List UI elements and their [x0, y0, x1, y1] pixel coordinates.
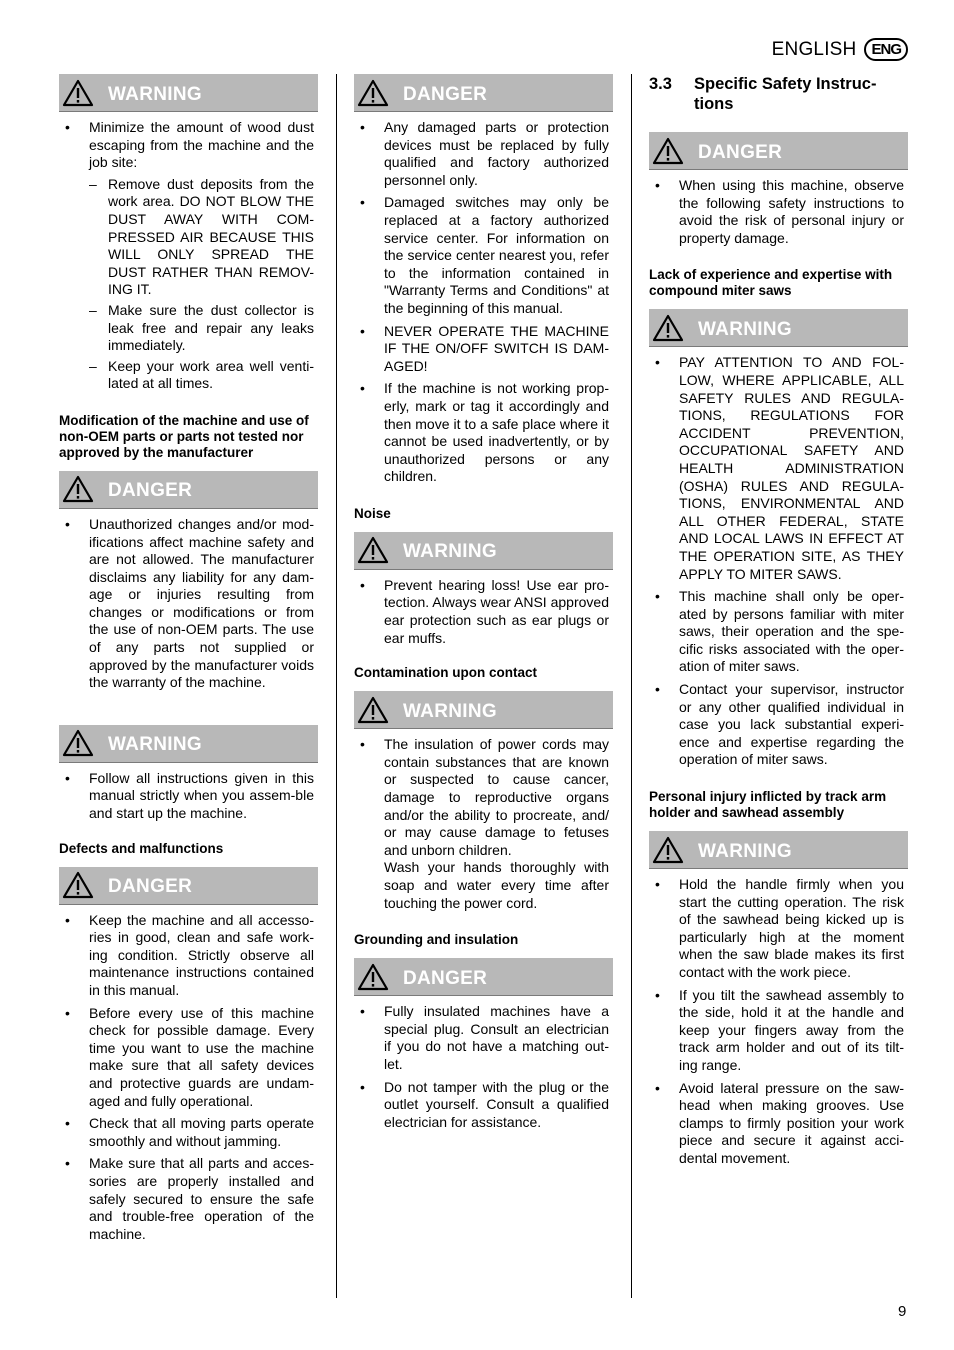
- list-item: [59, 119, 318, 393]
- bullet-list: [59, 912, 318, 1244]
- warning-triangle-icon: [357, 963, 389, 991]
- sub-list-item: – Keep your work area well venti-lated at all times.: [89, 358, 314, 393]
- language-header: [772, 38, 908, 61]
- column-divider: [336, 74, 337, 1298]
- warning-triangle-icon: [357, 79, 389, 107]
- bullet-list: [649, 354, 908, 769]
- column-2: [354, 74, 613, 1136]
- bullet-list: [59, 119, 318, 393]
- column-1: [59, 74, 318, 1248]
- list-item: • Contact your supervisor, instructor or any other qualified individual in case you lack substantial experi-ence and expertise regarding the operation of miter saws.: [649, 681, 908, 769]
- subheading: Defects and malfunctions: [59, 840, 224, 856]
- warning-triangle-icon: [652, 836, 684, 864]
- danger-banner: [649, 132, 908, 170]
- subheading: Noise: [354, 505, 391, 521]
- list-item: • If the machine is not working prop-erly, mark or tag it accordingly and then move it to a safe place where it cannot be used inadvertently, or by unauthorized persons or any children.: [354, 380, 613, 486]
- banner-title: DANGER: [403, 83, 488, 105]
- warning-triangle-icon: [62, 871, 94, 899]
- list-item: • Avoid lateral pressure on the saw-head when making grooves. Use clamps to firmly position your work piece and secure it against acci-dental movement.: [649, 1080, 908, 1168]
- list-item: • Check that all moving parts operate smoothly and without jamming.: [59, 1115, 318, 1150]
- column-divider: [631, 74, 632, 1298]
- banner-title: DANGER: [698, 141, 783, 163]
- bullet-list: [59, 770, 318, 823]
- language-label: ENGLISH: [771, 38, 857, 60]
- danger-banner: [59, 867, 318, 905]
- list-item: • PAY ATTENTION TO AND FOL-LOW, WHERE APPLICABLE, ALL SAFETY RULES AND REGULA-TIONS, REGULATIONS FOR ACCIDENT PREVENTION, OCCUPATIONAL SAFETY AND HEALTH ADMINISTRATION (OSHA) RULES AND REGULA-TIONS, ENVIRONMENTAL AND ALL OTHER FEDERAL, STATE AND LOCAL LAWS IN EFFECT AT THE OPERATION SITE, AS THEY APPLY TO MITER SAWS.: [649, 354, 908, 583]
- banner-title: WARNING: [403, 541, 497, 563]
- list-item: • Keep the machine and all accesso-ries in good, clean and safe work-ing condition. Strictly observe all maintenance instructions contained in this manual.: [59, 912, 318, 1000]
- warning-banner: [354, 532, 613, 570]
- warning-banner: [59, 74, 318, 112]
- bullet-list: [649, 876, 908, 1168]
- warning-banner: [59, 725, 318, 763]
- bullet-list: [649, 177, 908, 247]
- warning-triangle-icon: [62, 79, 94, 107]
- subheading: Personal injury inflicted by track arm holder and sawhead assembly: [649, 789, 887, 821]
- warning-banner: [649, 309, 908, 347]
- banner-title: DANGER: [108, 480, 193, 502]
- banner-title: DANGER: [403, 967, 488, 989]
- bullet-list: [59, 516, 318, 692]
- sub-list: [89, 176, 314, 393]
- section-heading: [649, 74, 908, 114]
- bullet-list: [354, 1003, 613, 1131]
- warning-triangle-icon: [652, 137, 684, 165]
- sub-list-item: – Remove dust deposits from the work area. DO NOT BLOW THE DUST AWAY WITH COM-PRESSED AIR BECAUSE THIS WILL ONLY SPREAD THE DUST RATHER THAN REMOV-ING IT.: [89, 176, 314, 299]
- banner-title: WARNING: [108, 83, 202, 105]
- list-item: • NEVER OPERATE THE MACHINE IF THE ON/OFF SWITCH IS DAM-AGED!: [354, 323, 613, 376]
- danger-banner: [59, 471, 318, 509]
- language-badge: ENG: [864, 38, 908, 61]
- list-item: • Hold the handle firmly when you start the cutting operation. The risk of the sawhead being kicked up is particularly high at the moment when the saw blade makes its first contact with the work piece.: [649, 876, 908, 982]
- page-number: 9: [898, 1303, 907, 1320]
- sub-list-item: – Make sure the dust collector is leak free and repair any leaks immediately.: [89, 302, 314, 355]
- bullet-list: [354, 736, 613, 912]
- list-item: • Do not tamper with the plug or the outlet yourself. Consult a qualified electrician for assistance.: [354, 1079, 613, 1132]
- list-item: • Fully insulated machines have a special plug. Consult an electrician if you do not have a matching out-let.: [354, 1003, 613, 1073]
- list-item: • Follow all instructions given in this manual strictly when you assem-ble and start up the machine.: [59, 770, 318, 823]
- list-item: • Damaged switches may only be replaced at a factory authorized service center. For information on the service center nearest you, refer to the information contained in "Warranty Terms and Conditions" at the beginning of this manual.: [354, 194, 613, 317]
- list-item: • Before every use of this machine check for possible damage. Every time you want to use the machine make sure that all safety devices and protective guards are undam-aged and fully operational.: [59, 1005, 318, 1111]
- list-item-text: • The insulation of power cords may contain substances that are known or suspected to cause cancer, damage to reproductive organs and/or the ability to procreate, and/ or may cause damage to fetuses and unborn children.: [384, 736, 609, 858]
- subheading: Modification of the machine and use of non-OEM parts or parts not tested nor approved by the manufacturer: [59, 412, 309, 460]
- subheading: Contamination upon contact: [354, 665, 537, 681]
- warning-triangle-icon: [357, 696, 389, 724]
- section-title: Specific Safety Instruc-tions: [694, 75, 877, 113]
- list-item: • Unauthorized changes and/or mod-ifications affect machine safety and are not allowed. The manufacturer disclaims any liability for any dam-age or injuries resulting from changes or modifications or from the use of non-OEM parts. The use of any parts not supplied or approved by the manufacturer voids the warranty of the machine.: [59, 516, 318, 692]
- list-item: [354, 736, 613, 912]
- list-item: • Make sure that all parts and acces-sories are properly installed and safely secured to ensure the safe and trouble-free operation of the machine.: [59, 1155, 318, 1243]
- banner-title: WARNING: [108, 734, 202, 756]
- warning-banner: [649, 831, 908, 869]
- warning-triangle-icon: [357, 536, 389, 564]
- danger-banner: [354, 958, 613, 996]
- list-item-text: Wash your hands thoroughly with soap and water every time after touching the power cord.: [384, 859, 609, 911]
- list-item-text: Minimize the amount of wood dust escaping from the machine and the job site:: [89, 119, 314, 171]
- list-item: • When using this machine, observe the following safety instructions to avoid the risk of personal injury or property damage.: [649, 177, 908, 247]
- bullet-list: [354, 119, 613, 486]
- subheading: Lack of experience and expertise with compound miter saws: [649, 267, 893, 299]
- subheading: Grounding and insulation: [354, 932, 519, 948]
- warning-triangle-icon: [62, 729, 94, 757]
- list-item: • Prevent hearing loss! Use ear pro-tection. Always wear ANSI approved ear protection such as ear plugs or ear muffs.: [354, 577, 613, 647]
- column-3: [649, 74, 908, 1173]
- list-item: • If you tilt the sawhead assembly to the side, hold it at the handle and keep your fingers away from the track arm holder and out of its tilt-ing range.: [649, 987, 908, 1075]
- warning-triangle-icon: [62, 475, 94, 503]
- list-item: • Any damaged parts or protection devices must be replaced by fully qualified and factory authorized personnel only.: [354, 119, 613, 189]
- warning-banner: [354, 691, 613, 729]
- bullet-list: [354, 577, 613, 647]
- section-number: 3.3: [649, 75, 672, 93]
- banner-title: DANGER: [108, 876, 193, 898]
- banner-title: WARNING: [698, 318, 792, 340]
- warning-triangle-icon: [652, 314, 684, 342]
- list-item: • This machine shall only be oper-ated by persons familiar with miter saws, their operation and the spe-cific risks associated with the oper-ation of miter saws.: [649, 588, 908, 676]
- banner-title: WARNING: [403, 700, 497, 722]
- banner-title: WARNING: [698, 840, 792, 862]
- danger-banner: [354, 74, 613, 112]
